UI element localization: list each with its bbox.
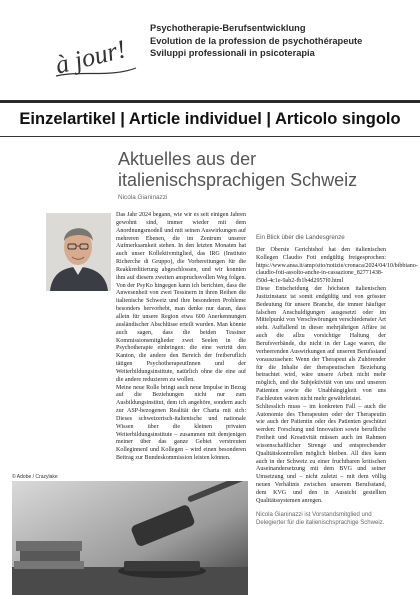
logo-lettering [50,18,142,88]
article-title [118,149,418,191]
article-paragraph: Diese Entscheidung der höchsten italienischen Justizinstanz ist somit endgültig und von grösster Bedeutung für unsere Branche, die immer häufiger falschen Anschuldigungen ausgesetzt oder im Mittelpunkt von Verschwörungen verschiedenster Art steht. Auffallend in dieser mehrjährigen Affäre ist auch die allzu vorsichtige Haltung der Berufsverbände, die nicht in der Lage waren, die verheerenden Auswirkungen auf unseren Berufsstand vorauszusehen: Wenn der Therapeut als Zuhörender für die Inhalte der therapeutischen Beziehung betrachtet wird, wäre unsere Arbeit nicht mehr möglich, und die Subjektivität von uns und unseren Patienten sowie die Unabhängigkeit von uns Fachleuten wären nicht mehr gewährleistet. [256,286,386,402]
section-subheading: Ein Blick über die Landesgrenze [256,234,345,241]
journal-logo [50,18,142,88]
gavel-illustration [12,481,248,595]
article-paragraph: Das Jahr 2024 begann, wie wir es seit einigen Jahren gewohnt sind, immer wieder mit dem Anordnungsmodell und mit seinen Auswirkungen auf mehreren Ebenen, die im Zentrum unserer Aufmerksamkeit stehen. In den letzten Monaten hat auch unser Kollektivmitglied, das IRG (Instituto Richerche di Gruppo), die Vorbereitungen für die Reakkreditierung abgeschlossen, und wir konnten ihm auf diesem zweiten anspruchsvollen Weg folgen. Von der PsyKo hingegen kann ich berichten, dass die Anwesenheit von zwei Tessinern in ihren Reihen die italienische Schweiz und ihre besonderen Probleme besonders hervorhebt, man denke nur daran, dass allein für unsere Region etwa 600 Anerkennungen ausländischer Abschlüsse erteilt wurden. Man könnte auch sagen, dass die beiden Tessiner Kommissionsmitglieder zwei Seelen in die Psychotherapie einbringen: die eine vertritt den Kanton, die andere den Bereich der freiberuflich tätigen PsychotherapeutInnen und der Weiterbildungsinstitute, natürlich ohne die eine auf die andere reduzieren zu wollen. [116,212,246,383]
article-author: Nicola Gianinazzi [118,194,168,201]
gavel-photo [12,481,248,595]
author-portrait [46,213,111,291]
journal-line-de: Psychotherapie-Berufsentwicklung [150,23,306,33]
article-paragraph: Der Oberste Gerichtshof hat den italienischen Kollegen Claudio Foti endgültig freigesprochen: https://www.ansa.it/amp/sito/notizie/cronaca/2024/04/10/bibbiano-claudio-foti-assolto-anche-in-cassazione_82771438-f50d-4c1e-9ab2-fb1b4d2957f0.html [256,246,418,285]
journal-line-it: Sviluppi professionali in psicoterapia [150,48,315,59]
article-type-banner: Einzelartikel | Article individuel | Articolo singolo [19,110,401,128]
article-title-line2: italienischsprachigen Schweiz [118,170,358,190]
logo-text: à jour! [52,34,129,80]
banner-divider [0,136,420,137]
portrait-image [46,213,111,291]
journal-subtitle [150,22,415,60]
article-paragraph: Schliesslich muss – im konkreten Fall – auch die Autonomie des Therapeuten oder der Therapeutin wie auch der Patientin oder des Patienten geschützt werden: Forschung und Innovation sowie berufliche Freiheit und Kreativität müssen auch im Rahmen wissenschaftlicher Strenge und entsprechender Qualitätskontrollen möglich bleiben. All dies kann auch in der Schweiz zu einer fruchtbaren kritischen Auseinandersetzung mit dem BVG und seiner Umsetzung und – nicht zuletzt – mit dem völlig neuen Verhältnis zwischen unserem Berufsstand, dem KVG und den in Aussicht gestellten Qualitätssystemen anregen. [256,403,386,504]
article-column-right [256,234,418,527]
article-title-line1: Aktuelles aus der [118,149,257,169]
journal-line-fr: Evolution de la profession de psychothérapeute [150,35,363,46]
photo-credit: © Adobe / Crazylake [12,474,58,480]
top-divider [0,100,420,103]
article-paragraph: Meine neue Rolle bringt auch neue Impulse in Bezug auf die Beziehungen nicht nur zum Ausbildungsinstitut, dem ich angehöre, sondern auch zur ASP-bezogenen Realität der Charta mit sich: Dieses schweizerisch-italienische und nationale Wissen über die kleinen privaten Weiterbildungsinstitute – zusammen mit demjenigen meiner über das ganze Gebiet verstreuten KolleginnenI und Kollegen – wird einen besonderen Beitrag zur Bundeskommission leisten können. [116,384,246,462]
article-column-left [116,212,246,463]
author-bio: Nicola Gianinazzi ist Vorstandsmitglied und Delegierter für die italienischsprachige Schweiz. [256,511,385,526]
